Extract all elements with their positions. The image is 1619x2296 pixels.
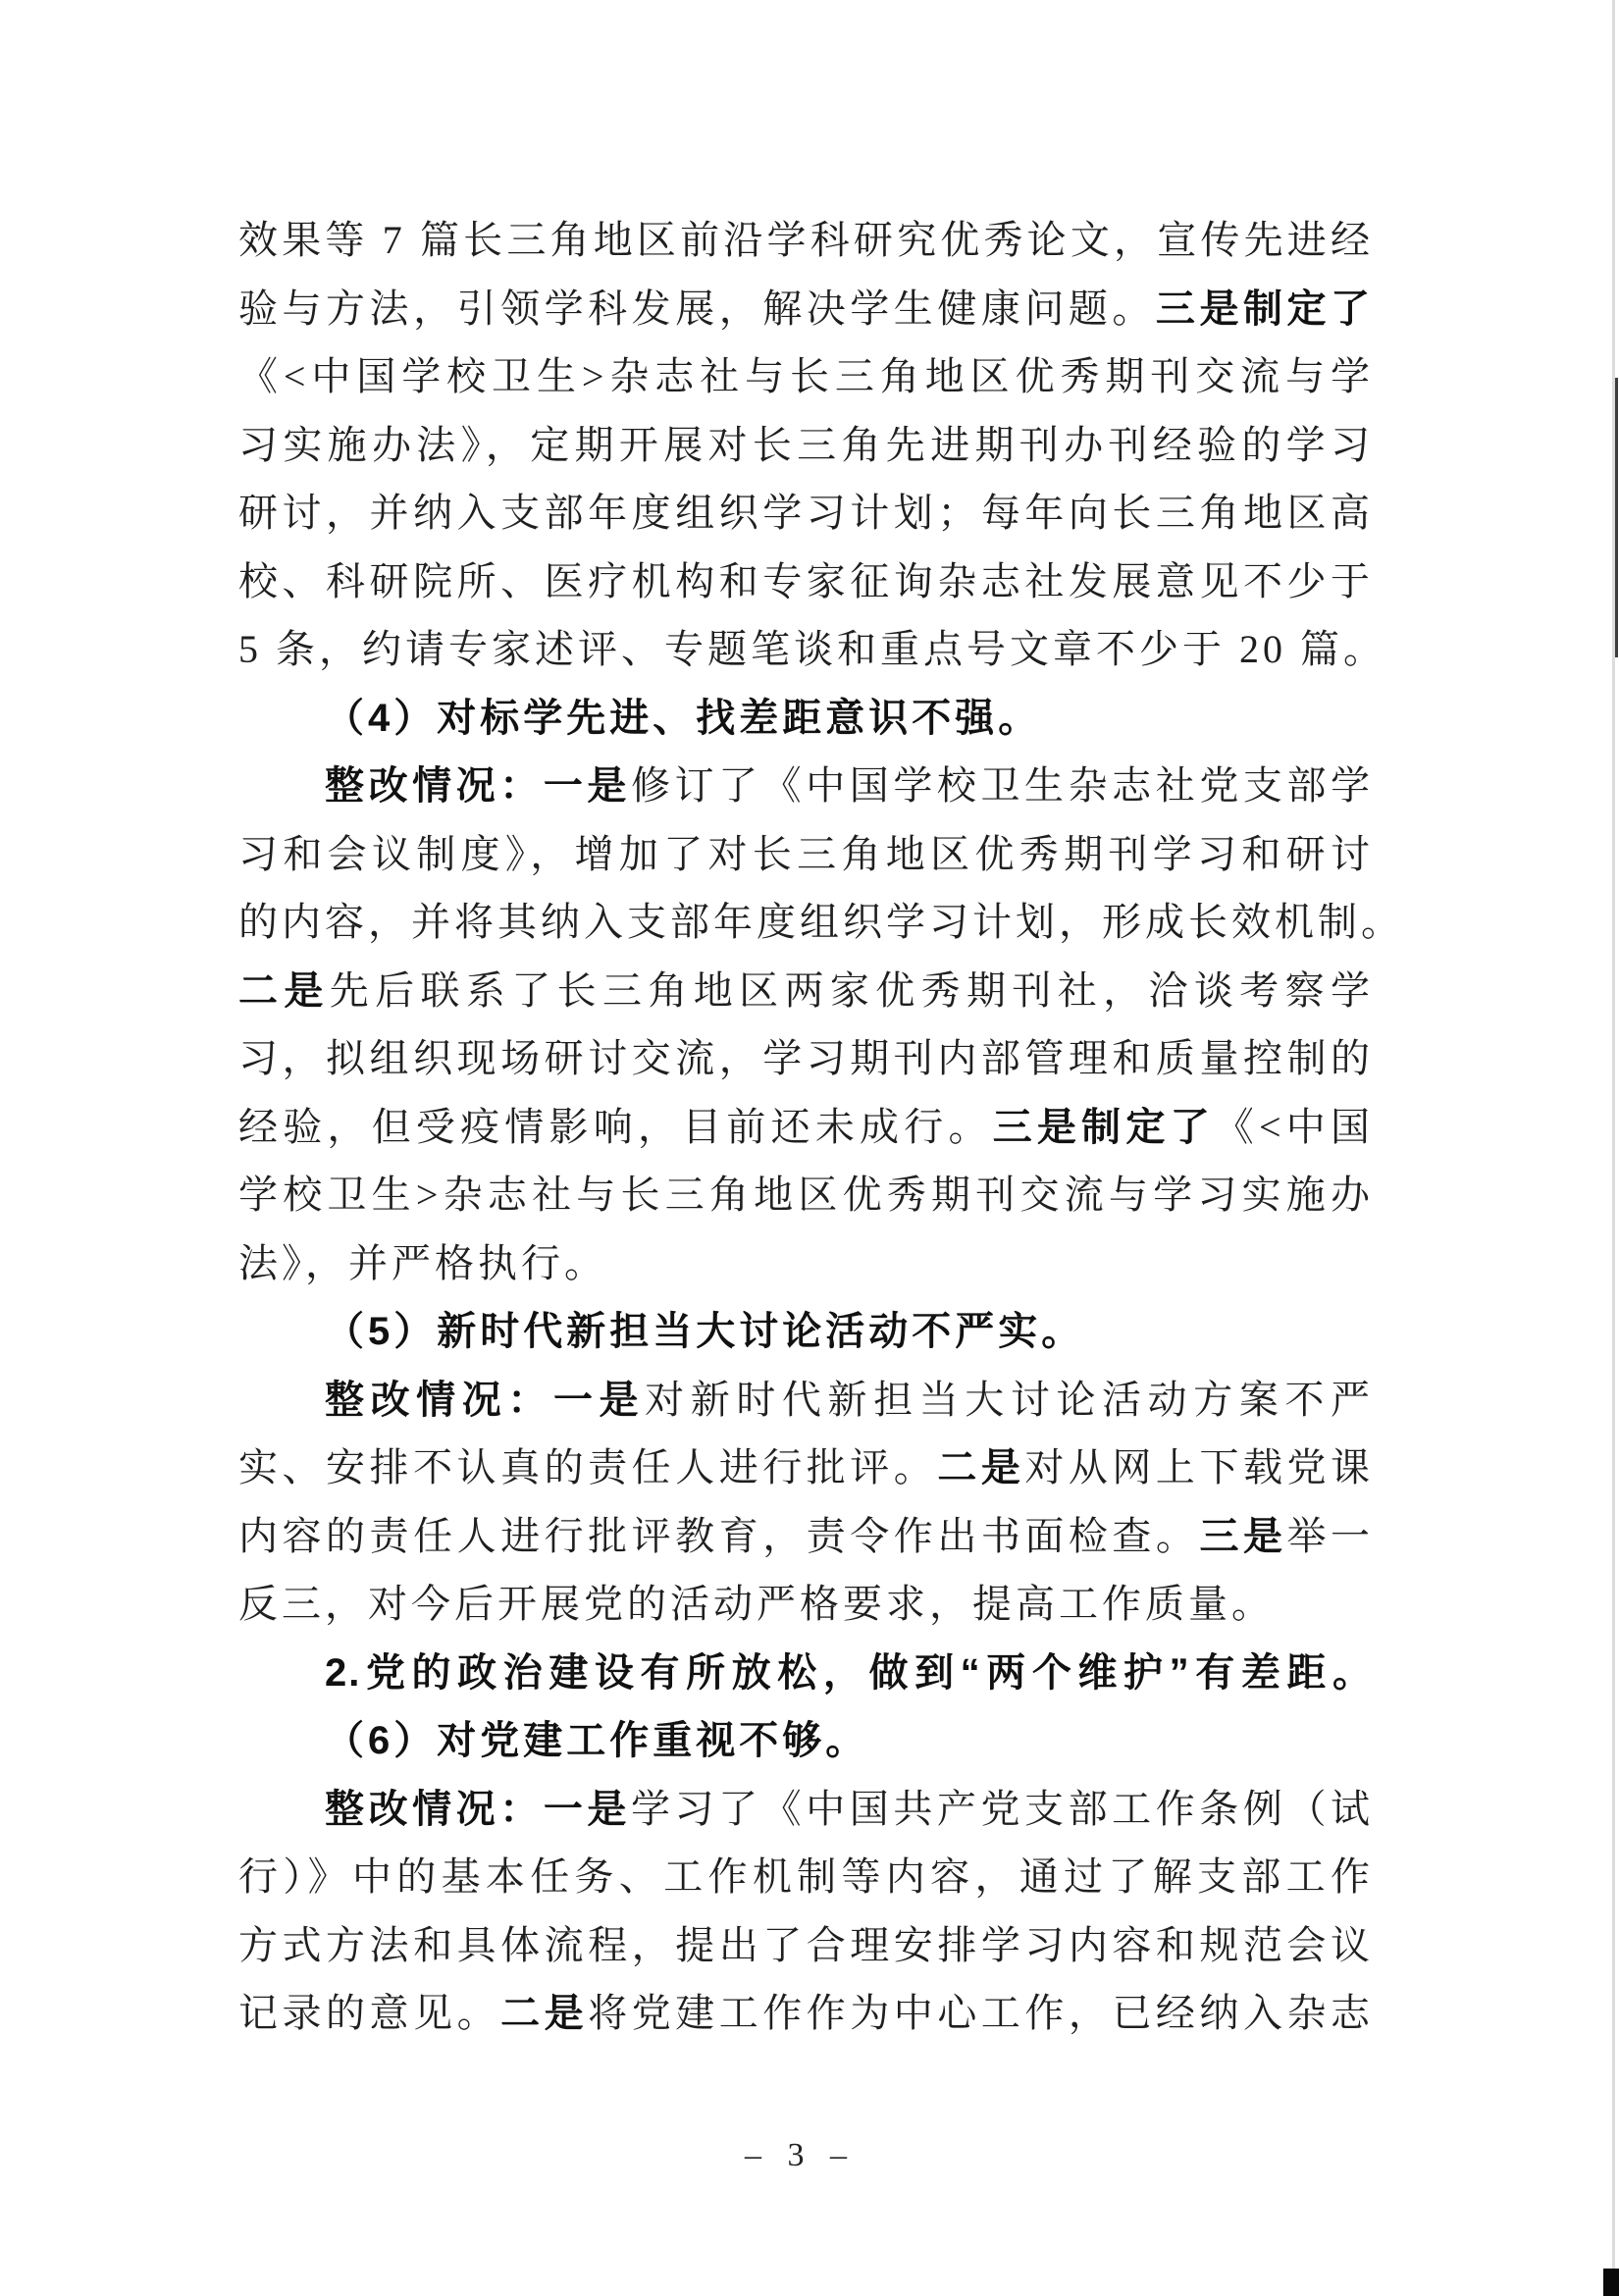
text-line — [238, 1911, 1374, 1980]
text-run: 对从网上下载党课 — [1024, 1445, 1375, 1489]
text-run: 反三，对今后开展党的活动严格要求，提高工作质量。 — [238, 1582, 1275, 1626]
text-run: 习和会议制度》，增加了对长三角地区优秀期刊学习和研讨 — [238, 831, 1374, 876]
text-run: 先后联系了长三角地区两家优秀期刊社，洽谈考察学 — [329, 967, 1374, 1013]
text-run: 方式方法和具体流程，提出了合理安排学习内容和规范会议 — [238, 1922, 1374, 1967]
text-line — [238, 479, 1374, 548]
text-line — [238, 1570, 1374, 1639]
bold-run: 整改情况：一是 — [325, 764, 631, 808]
text-line — [238, 684, 1374, 753]
text-run: 效果等 7 篇长三角地区前沿学科研究优秀论文，宣传先进经 — [238, 218, 1374, 262]
text-run: 记录的意见。 — [238, 1991, 501, 2035]
text-line — [238, 820, 1374, 889]
text-line — [238, 1706, 1374, 1775]
text-line — [238, 1297, 1374, 1366]
text-line — [238, 1979, 1374, 2048]
text-line — [238, 1229, 1374, 1298]
text-line — [238, 206, 1374, 275]
text-line — [238, 1843, 1374, 1911]
bold-run: 整改情况：一是 — [325, 1787, 631, 1831]
text-run: 内容的责任人进行批评教育，责令作出书面检查。 — [238, 1513, 1200, 1558]
text-line — [238, 1366, 1374, 1435]
text-line — [238, 548, 1374, 616]
bold-run: 2.党的政治建设有所放松，做到“两个维护”有差距。 — [325, 1650, 1374, 1695]
text-line — [238, 1775, 1374, 1844]
text-run: 修订了《中国学校卫生杂志社党支部学 — [630, 763, 1375, 808]
text-run: 将党建工作作为中心工作，已经纳入杂志 — [588, 1991, 1375, 2035]
text-line — [238, 342, 1374, 411]
text-run: 对新时代新担当大讨论活动方案不严 — [645, 1377, 1375, 1422]
bold-run: 二是 — [937, 1446, 1025, 1489]
text-line — [238, 1434, 1374, 1502]
text-run: 行）》中的基本任务、工作机制等内容，通过了解支部工作 — [238, 1854, 1374, 1899]
text-line — [238, 888, 1404, 957]
text-run: 验与方法，引领学科发展，解决学生健康问题。 — [238, 286, 1156, 331]
text-line — [238, 275, 1374, 343]
text-run: 习，拟组织现场研讨交流，学习期刊内部管理和质量控制的 — [238, 1036, 1374, 1080]
text-line — [238, 1093, 1374, 1162]
text-run: 举一 — [1286, 1513, 1375, 1558]
text-run: 习实施办法》，定期开展对长三角先进期刊办刊经验的学习 — [238, 422, 1374, 467]
page-number: – 3 – — [745, 2137, 849, 2173]
bold-run: 三是制定了 — [1155, 287, 1375, 331]
text-line — [238, 411, 1374, 480]
text-run: 学校卫生>杂志社与长三角地区优秀期刊交流与学习实施办 — [238, 1173, 1374, 1217]
text-run: 的内容，并将其纳入支部年度组织学习计划，形成长效机制。 — [238, 900, 1404, 944]
text-line — [238, 1502, 1374, 1571]
text-line — [238, 615, 1386, 684]
text-run: 法》，并严格执行。 — [238, 1240, 607, 1285]
text-run: 《<中国 — [1214, 1104, 1375, 1149]
bold-run: （4）对标学先进、找差距意识不强。 — [325, 696, 1042, 740]
text-line — [238, 957, 1374, 1025]
bold-run: 三是制定了 — [992, 1105, 1215, 1149]
text-run: 《<中国学校卫生>杂志社与长三角地区优秀期刊交流与学 — [238, 354, 1374, 398]
scan-corner-mark — [1603, 2269, 1619, 2296]
text-run: 5 条，约请专家述评、专题笔谈和重点号文章不少于 20 篇。 — [238, 627, 1386, 671]
bold-run: 三是 — [1199, 1514, 1287, 1558]
text-run: 实、安排不认真的责任人进行批评。 — [238, 1445, 938, 1489]
text-run: 学习了《中国共产党支部工作条例（试 — [630, 1786, 1375, 1831]
bold-run: （6）对党建工作重视不够。 — [325, 1719, 869, 1762]
bold-run: 二是 — [238, 968, 330, 1013]
bold-run: （5）新时代新担当大讨论活动不严实。 — [325, 1310, 1085, 1353]
scan-edge-dark-segment — [1615, 378, 1618, 657]
scan-edge-line — [1612, 0, 1615, 2296]
text-line — [238, 1639, 1374, 1707]
bold-run: 整改情况：一是 — [325, 1378, 646, 1422]
text-line — [238, 752, 1374, 820]
text-run: 研讨，并纳入支部年度组织学习计划；每年向长三角地区高 — [238, 491, 1374, 535]
text-run: 经验，但受疫情影响，目前还未成行。 — [238, 1104, 993, 1149]
text-line — [238, 1024, 1374, 1093]
text-block — [238, 206, 1404, 2048]
text-run: 校、科研院所、医疗机构和专家征询杂志社发展意见不少于 — [238, 558, 1374, 603]
text-line — [238, 1161, 1374, 1229]
bold-run: 二是 — [500, 1992, 589, 2035]
